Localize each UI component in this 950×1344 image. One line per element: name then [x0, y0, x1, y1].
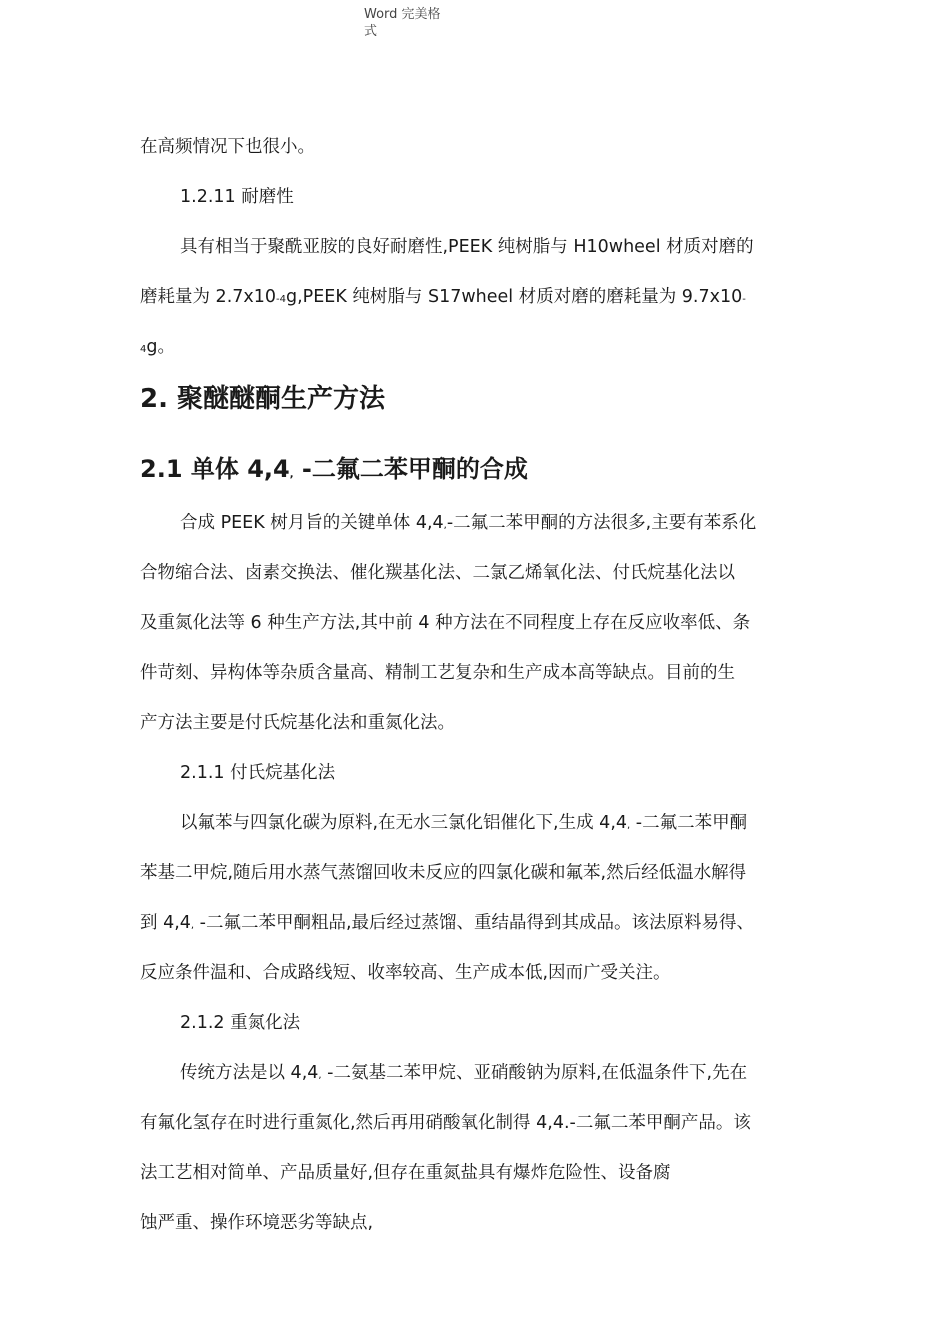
- text-span: 2.1 单体 4,4: [140, 455, 290, 483]
- prime-mark: ,: [443, 520, 447, 531]
- paragraph-line: [140, 898, 802, 948]
- text-span: -二氨基二苯甲烷、亚硝酸钠为原料,在低温条件下,先在: [321, 1063, 748, 1083]
- prime-mark: ,: [289, 469, 294, 480]
- paragraph-line: 具有相当于聚酰亚胺的良好耐磨性,PEEK 纯树脂与 H10wheel 材质对磨的: [180, 237, 754, 257]
- paragraph-line: 产方法主要是付氏烷基化法和重氮化法。: [140, 713, 455, 733]
- exponent-text: 4: [140, 344, 147, 355]
- header-line-2: 式: [364, 24, 378, 39]
- paragraph-line: 及重氮化法等 6 种生产方法,其中前 4 种方法在不同程度上存在反应收率低、条: [140, 613, 751, 633]
- text-span: 合成 PEEK 树月旨的关键单体 4,4: [180, 513, 444, 533]
- prime-mark: ,: [190, 920, 195, 931]
- paragraph-line: 在高频情况下也很小。: [140, 137, 315, 157]
- document-body: [140, 122, 802, 1248]
- text-span: -二氟二苯甲酮的合成: [293, 455, 528, 483]
- paragraph-line: 苯基二甲烷,随后用水蒸气蒸馏回收未反应的四氯化碳和氟苯,然后经低温水解得: [140, 863, 747, 883]
- text-span: 到 4,4: [140, 913, 191, 933]
- text-span: -二氟二苯甲酮: [630, 813, 748, 833]
- text-span: -二氟二苯甲酮粗品,最后经过蒸馏、重结晶得到其成品。该法原料易得、: [194, 913, 755, 933]
- page-header: [364, 6, 454, 40]
- chapter-heading: 2. 聚醚醚酮生产方法: [140, 384, 386, 414]
- text-span: 磨耗量为 2.7x10: [140, 287, 277, 307]
- paragraph-line: 件苛刻、异构体等杂质含量高、精制工艺复杂和生产成本高等缺点。目前的生: [140, 663, 735, 683]
- text-span: g。: [146, 337, 175, 357]
- paragraph-line: 合物缩合法、卤素交换法、催化羰基化法、二氯乙烯氧化法、付氏烷基化法以: [140, 563, 735, 583]
- text-span: 传统方法是以 4,4: [180, 1063, 319, 1083]
- text-span: 以氟苯与四氯化碳为原料,在无水三氯化铝催化下,生成 4,4: [180, 813, 628, 833]
- paragraph-line: 反应条件温和、合成路线短、收率较高、生产成本低,因而广受关注。: [140, 963, 671, 983]
- paragraph-line: 有氟化氢存在时进行重氮化,然后再用硝酸氧化制得 4,4.-二氟二苯甲酮产品。该: [140, 1113, 751, 1133]
- paragraph-line: [140, 498, 802, 548]
- exponent-text: -: [742, 294, 746, 305]
- paragraph-line: 法工艺相对简单、产品质量好,但存在重氮盐具有爆炸危险性、设备腐: [140, 1163, 671, 1183]
- paragraph-line: [140, 1048, 802, 1098]
- paragraph-line: 蚀严重、操作环境恶劣等缺点,: [140, 1213, 374, 1233]
- paragraph-line: [140, 322, 802, 372]
- prime-mark: ,: [627, 820, 631, 831]
- section-heading-2-1-2: 2.1.2 重氮化法: [180, 1013, 301, 1033]
- section-heading-2-1: [140, 436, 802, 498]
- section-heading-2-1-1: 2.1.1 付氏烷基化法: [180, 763, 336, 783]
- header-line-1: Word 完美格: [364, 7, 441, 22]
- text-span: -二氟二苯甲酮的方法很多,主要有苯系化: [446, 513, 757, 533]
- text-span: g,PEEK 纯树脂与 S17wheel 材质对磨的磨耗量为 9.7x10: [286, 287, 743, 307]
- exponent-text: -4: [276, 294, 287, 305]
- paragraph-line: [140, 798, 802, 848]
- prime-mark: ,: [318, 1070, 322, 1081]
- section-heading-1-2-11: 1.2.11 耐磨性: [180, 187, 294, 207]
- paragraph-line: [140, 272, 802, 322]
